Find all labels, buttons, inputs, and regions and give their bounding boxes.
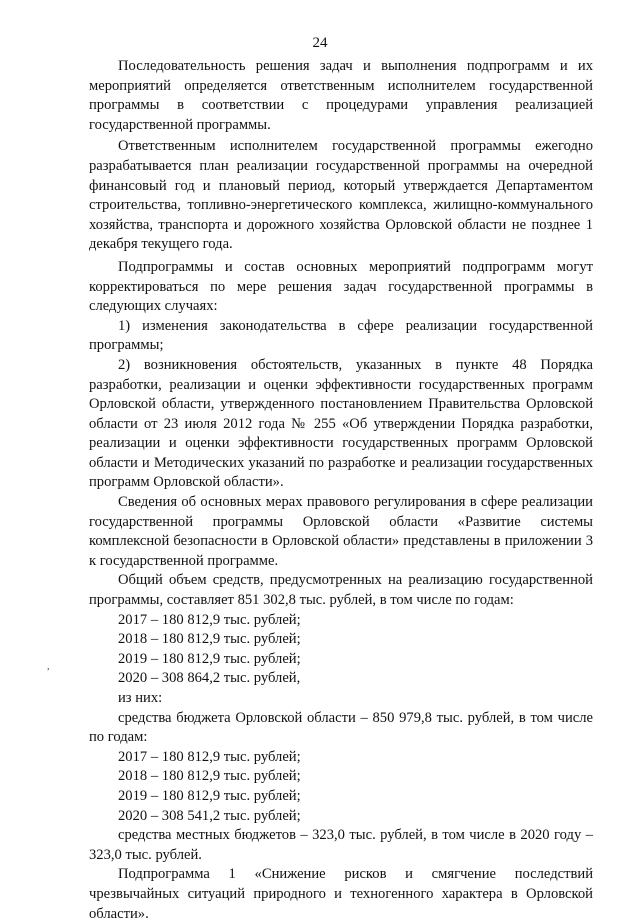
total-funding-2017: 2017 – 180 812,9 тыс. рублей; [118, 611, 301, 628]
paragraph-subprogram-1: Подпрограмма 1 «Снижение рисков и смягчение последствий чрезвычайных ситуаций природного и техногенного характера в Орловской области». [89, 866, 593, 922]
regional-funding-2019: 2019 – 180 812,9 тыс. рублей; [118, 787, 301, 804]
paragraph-local-budgets: средства местных бюджетов – 323,0 тыс. рублей, в том числе в 2020 году – 323,0 тыс. рублей. [89, 827, 593, 863]
list-item-legislation: 1) изменения законодательства в сфере реализации государственной программы; [89, 317, 593, 354]
paragraph-legal-regulation: Сведения об основных мерах правового регулирования в сфере реализации государственной программы Орловской области «Развитие системы комплексной безопасности в Орловской области» представлены в приложении 3 к государственной программе. [89, 494, 593, 569]
paragraph-annual-plan: Ответственным исполнителем государственной программы ежегодно разрабатывается план реализации государственной программы на очередной финансовый год и плановый период, который утверждается Департаментом строительства, топливно-энергетического комплекса, жилищно-коммунального хозяйства, транспорта и дорожного хозяйства Орловской области не позднее 1 декабря текущего года. [89, 138, 593, 253]
regional-funding-2020: 2020 – 308 541,2 тыс. рублей; [118, 807, 301, 824]
total-funding-2020: 2020 – 308 864,2 тыс. рублей, [118, 670, 301, 687]
paragraph-subprograms-adjustment: Подпрограммы и состав основных мероприятий подпрограмм могут корректироваться по мере решения задач государственной программы в следующих случаях: [89, 258, 593, 315]
page-number: 24 [312, 35, 328, 51]
total-funding-2018: 2018 – 180 812,9 тыс. рублей; [118, 631, 301, 648]
paragraph-sequence: Последовательность решения задач и выполнения подпрограмм и их мероприятий определяется ответственным исполнителем государственной программы в соответствии с процедурами управления реализацией государственной программы. [89, 58, 593, 133]
margin-mark: , [47, 661, 50, 672]
regional-funding-2018: 2018 – 180 812,9 тыс. рублей; [118, 768, 301, 785]
regional-funding-2017: 2017 – 180 812,9 тыс. рублей; [118, 748, 301, 765]
of-which-label: из них: [118, 690, 163, 706]
list-item-circumstances: 2) возникновения обстоятельств, указанных в пункте 48 Порядка разработки, реализации и оценки эффективности государственных программ Орловской области, утвержденного постановлением Правительства Орловской области от 23 июля 2012 года № 255 «Об утверждении Порядка разработки, реализации и оценки эффективности государственных программ Орловской области и Методических указаний по разработке и реализации государственных программ Орловской области». [89, 356, 593, 491]
paragraph-regional-budget: средства бюджета Орловской области – 850 979,8 тыс. рублей, в том числе по годам: [89, 709, 593, 746]
document-body [89, 57, 593, 924]
paragraph-total-funding: Общий объем средств, предусмотренных на реализацию государственной программы, составляет 851 302,8 тыс. рублей, в том числе по годам: [89, 572, 593, 609]
total-funding-2019: 2019 – 180 812,9 тыс. рублей; [118, 650, 301, 667]
